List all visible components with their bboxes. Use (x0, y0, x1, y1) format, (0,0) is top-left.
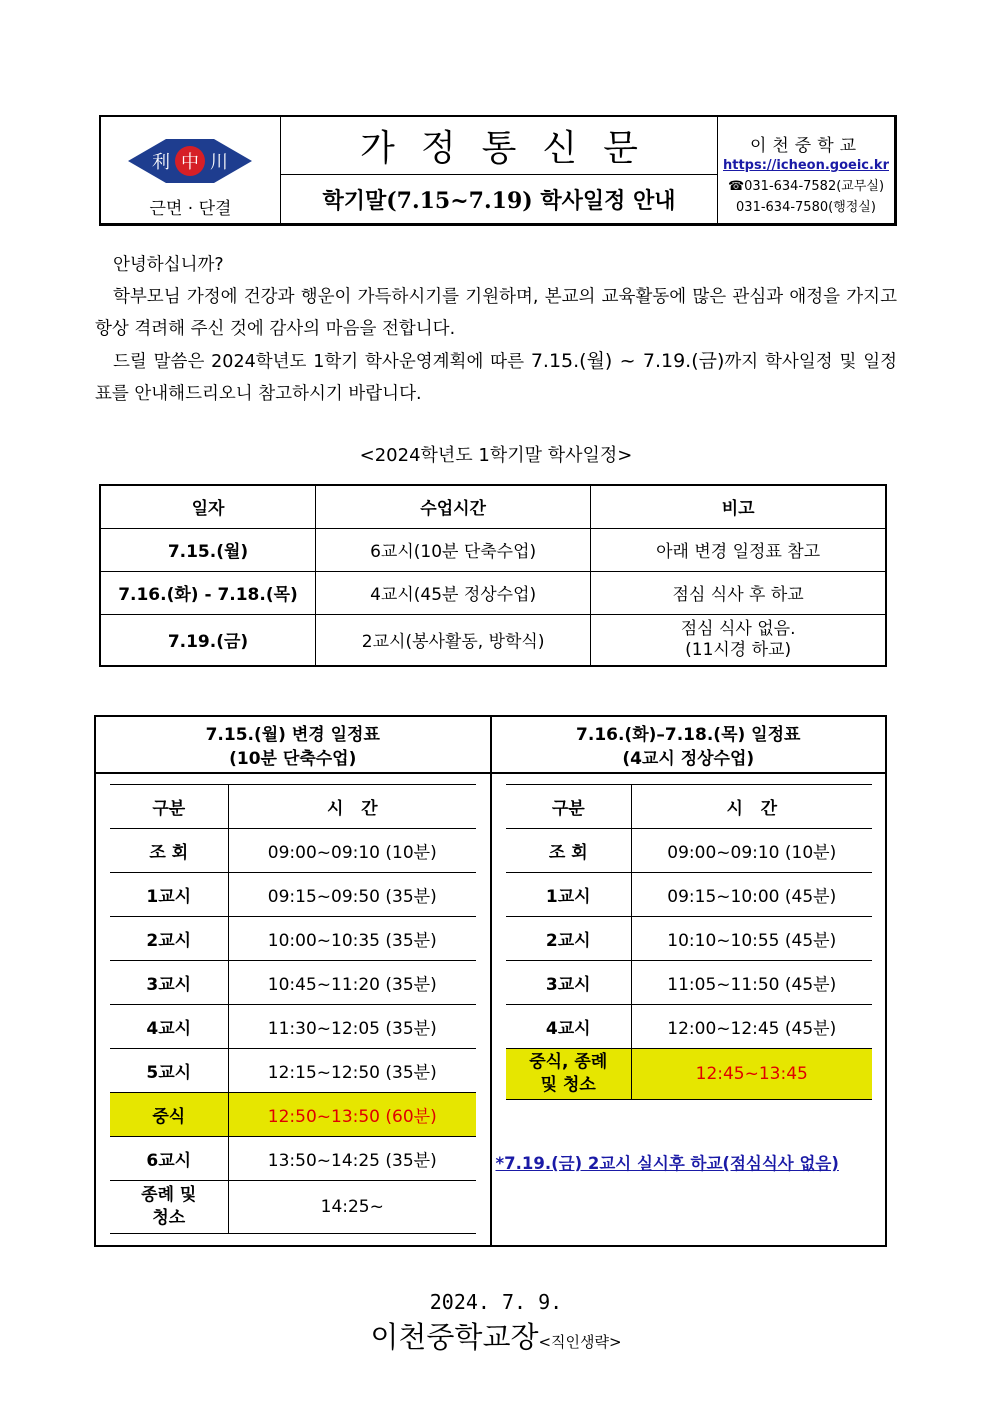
period-time: 09:15~10:00 (45분) (632, 873, 872, 917)
table-row (110, 829, 476, 873)
summary-header-hours: 수업시간 (316, 485, 591, 528)
summary-header-date: 일자 (100, 485, 316, 528)
period-label: 5교시 (110, 1049, 228, 1093)
lunch-row (506, 1049, 872, 1100)
summary-note (591, 614, 886, 666)
schedule-left-title (96, 717, 490, 774)
table-row (110, 873, 476, 917)
summary-hours: 6교시(10분 단축수업) (316, 528, 591, 571)
period-label: 4교시 (110, 1005, 228, 1049)
col-header-category: 구분 (506, 785, 632, 829)
summary-header-row (100, 485, 886, 528)
summary-header-note: 비고 (591, 485, 886, 528)
document-subtitle: 학기말(7.15~7.19) 학사일정 안내 (322, 187, 676, 214)
lunch-row (110, 1093, 476, 1137)
table-row (110, 1005, 476, 1049)
table-row (100, 614, 886, 666)
period-label: 1교시 (506, 873, 632, 917)
summary-caption: <2024학년도 1학기말 학사일정> (359, 445, 633, 466)
schedule-left (96, 717, 492, 1245)
col-header-time: 시 간 (632, 785, 872, 829)
table-row (110, 917, 476, 961)
period-time: 10:00~10:35 (35분) (228, 917, 476, 961)
table-row (506, 917, 872, 961)
emblem-char-right: 川 (210, 152, 228, 173)
table-row (506, 785, 872, 829)
friday-note: *7.19.(금) 2교시 실시후 하교(점심식사 없음) (495, 1154, 839, 1173)
period-time: 09:00~09:10 (10분) (632, 829, 872, 873)
period-label: 4교시 (506, 1005, 632, 1049)
period-label: 6교시 (110, 1137, 228, 1181)
summary-date: 7.19.(금) (100, 614, 316, 666)
period-label: 1교시 (110, 873, 228, 917)
period-time: 11:05~11:50 (45분) (632, 961, 872, 1005)
emblem-char-left: 利 (152, 152, 170, 173)
paragraph-2-post: 까지 학사일정 및 일정표를 안내해드리오니 참고하시기 바랍니다. (95, 352, 898, 404)
table-row (100, 528, 886, 571)
school-contact-cell (718, 117, 894, 223)
period-time: 12:50~13:50 (60분) (228, 1093, 476, 1137)
table-row (110, 785, 476, 829)
schedule-right-title (492, 717, 886, 774)
school-motto: 근면 · 단결 (149, 199, 232, 219)
summary-note: 점심 식사 후 하교 (591, 571, 886, 614)
period-time: 14:25~ (228, 1181, 476, 1234)
school-emblem-icon (126, 135, 254, 187)
table-row (506, 961, 872, 1005)
seal-note: <직인생략> (538, 1333, 622, 1351)
schedule-right (492, 717, 886, 1245)
phone-admin: 031-634-7580(행정실) (736, 200, 876, 215)
paragraph-2-dates: 7.15.(월) ~ 7.19.(금) (530, 350, 725, 372)
principal-signature (0, 1315, 992, 1356)
schedule-right-title2: (4교시 정상수업) (622, 749, 755, 769)
document-title: 가정통신문 (281, 117, 717, 175)
table-row (506, 829, 872, 873)
col-header-time: 시 간 (228, 785, 476, 829)
greeting: 안녕하십니까? (113, 255, 224, 275)
period-time: 12:00~12:45 (45분) (632, 1005, 872, 1049)
period-label: 중식 (110, 1093, 228, 1137)
school-logo-cell (101, 117, 281, 223)
period-time: 09:00~09:10 (10분) (228, 829, 476, 873)
letter-header (99, 115, 897, 226)
signer-name: 이천중학교장 (370, 1320, 539, 1354)
issue-date: 2024. 7. 9. (429, 1290, 563, 1314)
schedule-left-table (110, 784, 476, 1234)
period-time: 12:45~13:45 (632, 1049, 872, 1100)
table-row (110, 961, 476, 1005)
period-label: 3교시 (110, 961, 228, 1005)
table-row (110, 1181, 476, 1234)
table-row (100, 571, 886, 614)
table-row (506, 873, 872, 917)
period-label: 중식, 종례 및 청소 (506, 1049, 632, 1100)
summary-date: 7.16.(화) - 7.18.(목) (100, 571, 316, 614)
period-label: 종례 및 청소 (110, 1181, 228, 1234)
schedules-box (94, 715, 887, 1247)
period-label: 조 회 (110, 829, 228, 873)
paragraph-1: 학부모님 가정에 건강과 행운이 가득하시기를 기원하며, 본교의 교육활동에 많은 관심과 애정을 가지고 항상 격려해 주신 것에 감사의 마음을 전합니다. (95, 287, 897, 339)
period-time: 10:10~10:55 (45분) (632, 917, 872, 961)
period-time: 13:50~14:25 (35분) (228, 1137, 476, 1181)
period-label: 2교시 (110, 917, 228, 961)
phone-academic: ☎031-634-7582(교무실) (727, 179, 885, 194)
table-row (110, 1137, 476, 1181)
school-url-link[interactable]: https://icheon.goeic.kr (723, 158, 889, 173)
table-row (506, 1005, 872, 1049)
schedule-left-title1: 7.15.(월) 변경 일정표 (205, 725, 380, 745)
period-time: 12:15~12:50 (35분) (228, 1049, 476, 1093)
period-label: 조 회 (506, 829, 632, 873)
summary-hours: 2교시(봉사활동, 방학식) (316, 614, 591, 666)
schedule-right-table (506, 784, 872, 1100)
summary-note-line2: (11시경 하교) (685, 639, 792, 660)
summary-date: 7.15.(월) (100, 528, 316, 571)
period-time: 10:45~11:20 (35분) (228, 961, 476, 1005)
school-name: 이천중학교 (749, 136, 863, 156)
period-time: 11:30~12:05 (35분) (228, 1005, 476, 1049)
paragraph-2 (95, 345, 897, 410)
header-title-cell (281, 117, 718, 223)
period-label: 2교시 (506, 917, 632, 961)
summary-note-line1: 점심 식사 없음. (680, 618, 796, 639)
col-header-category: 구분 (110, 785, 228, 829)
summary-table (99, 484, 887, 667)
period-time: 09:15~09:50 (35분) (228, 873, 476, 917)
paragraph-2-pre: 드릴 말씀은 2024학년도 1학기 학사운영계획에 따른 (113, 352, 531, 372)
summary-note: 아래 변경 일정표 참고 (591, 528, 886, 571)
emblem-char-center: 中 (181, 152, 199, 173)
schedule-left-title2: (10분 단축수업) (229, 749, 357, 769)
table-row (110, 1049, 476, 1093)
period-label: 3교시 (506, 961, 632, 1005)
summary-hours: 4교시(45분 정상수업) (316, 571, 591, 614)
schedule-right-title1: 7.16.(화)–7.18.(목) 일정표 (576, 725, 801, 745)
